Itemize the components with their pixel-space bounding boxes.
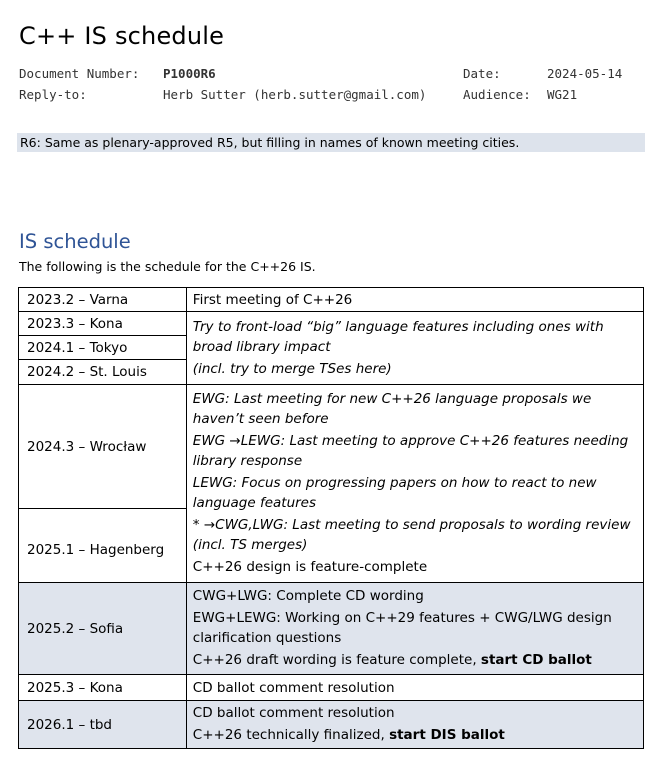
table-row [19,675,644,701]
table-row [19,583,644,675]
date-label: Date: [463,66,501,81]
audience-label: Audience: [463,87,531,102]
meeting-cell: 2026.1 – tbd [19,701,187,749]
description-line: LEWG: Focus on progressing papers on how to react to new language features [192,475,597,511]
description-line: C++26 design is feature-complete [192,559,428,575]
description-cell [186,385,643,583]
table-row [19,312,644,336]
revision-note: R6: Same as plenary-approved R5, but filling in names of known meeting cities. [17,133,645,152]
reply-to-value: Herb Sutter (herb.sutter@gmail.com) [163,87,427,102]
meeting-cell: 2024.2 – St. Louis [19,360,187,385]
doc-number-label: Document Number: [19,66,140,81]
section-heading: IS schedule [19,230,131,253]
meeting-cell: 2023.3 – Kona [19,312,187,336]
description-line: C++26 draft wording is feature complete, start CD ballot [192,652,592,668]
description-line: CWG+LWG: Complete CD wording [192,588,424,604]
date-value: 2024-05-14 [547,66,623,81]
meeting-cell: 2024.3 – Wrocław [19,385,187,509]
description-cell: CD ballot comment resolution [186,675,643,701]
description-cell [186,583,643,675]
doc-number: P1000R6 [163,66,216,81]
table-row [19,288,644,312]
meeting-cell: 2025.3 – Kona [19,675,187,701]
meeting-cell: 2025.1 – Hagenberg [19,509,187,583]
description-cell [186,701,643,749]
description-line: EWG+LEWG: Working on C++29 features + CWG/LWG design clarification questions [192,610,612,646]
reply-to-label: Reply-to: [19,87,87,102]
table-row [19,701,644,749]
meeting-cell: 2025.2 – Sofia [19,583,187,675]
meeting-cell: 2024.1 – Tokyo [19,336,187,360]
description-line: EWG: Last meeting for new C++26 language proposals we haven’t seen before [192,391,592,427]
meeting-cell: 2023.2 – Varna [19,288,187,312]
description-line: C++26 technically finalized, start DIS ballot [192,727,505,743]
description-line: Try to front-load “big” language features including ones with broad library impact [192,318,604,355]
description-cell: First meeting of C++26 [186,288,643,312]
description-cell [186,312,643,385]
description-line: (incl. try to merge TSes here) [192,360,392,377]
document-title: C++ IS schedule [19,22,225,50]
description-line: CD ballot comment resolution [192,705,395,721]
audience-value: WG21 [547,87,578,102]
description-line: EWG →LEWG: Last meeting to approve C++26 features needing library response [192,433,629,469]
schedule-table [18,287,644,749]
description-line: * →CWG,LWG: Last meeting to send proposals to wording review (incl. TS merges) [192,517,631,553]
table-row [19,385,644,509]
section-intro: The following is the schedule for the C++26 IS. [19,259,316,274]
